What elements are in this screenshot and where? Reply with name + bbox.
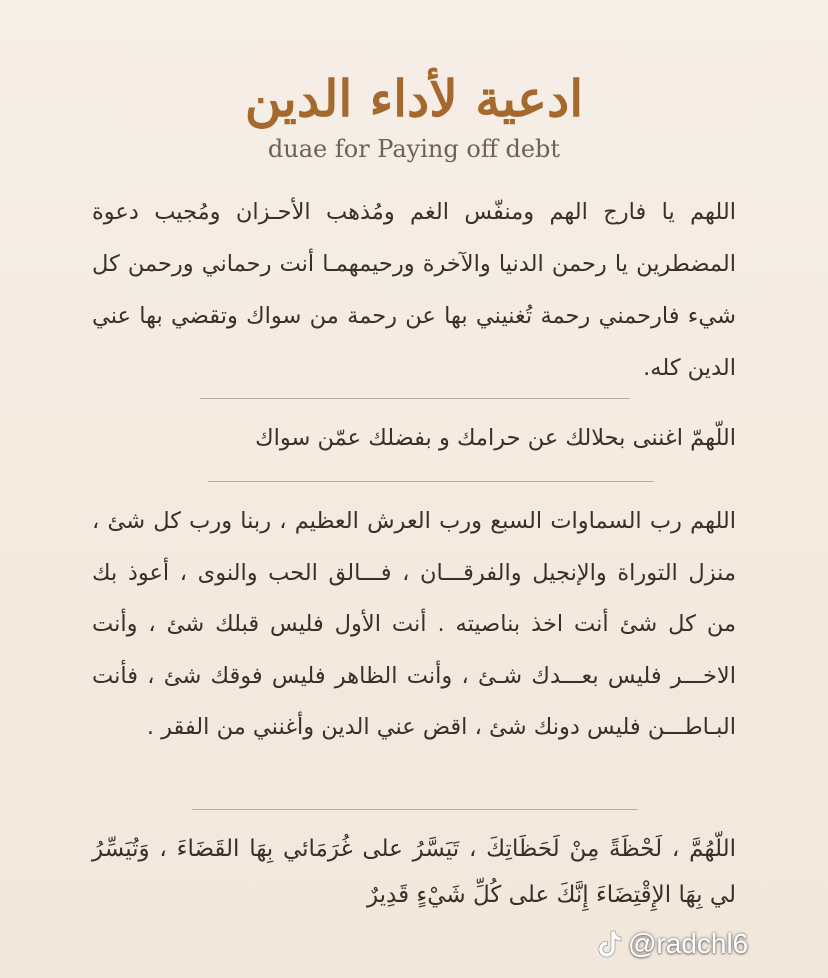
tiktok-watermark (596, 924, 824, 964)
dua-paragraph-4: اللّهُمَّ ، لَحْظَةً مِنْ لَحَظَاتِكَ ، تَيَسَّرُ على غُرَمَائي بِهَا القَضَاءَ ، وَتُيَسِّرُ لي بِهَا الإِقْتِضَاءَ إِنَّكَ على كُلِّ شَيْءٍ قَدِيرٌ (92, 836, 736, 908)
page-subtitle: duae for Paying off debt (267, 135, 561, 163)
tiktok-icon (596, 929, 622, 959)
watermark-handle: @radchl6 (628, 928, 749, 959)
dua-paragraph-2: اللّهمّ اغننى بحلالك عن حرامك و بفضلك عمّن سواك (255, 425, 736, 451)
dua-paragraph-1: اللهم يا فارج الهم ومنفّس الغم ومُذهب الأحـزان ومُجيب دعوة المضطرين يا رحمن الدنيا والآخرة ورحيمهمـا أنت رحماني ورحمن كل شيء فارحمني رحمة تُغنيني بها عن رحمة من سواك وتقضي بها عني الدين كله. (92, 199, 736, 381)
divider-2 (208, 481, 654, 482)
dua-paragraph-3: اللهم رب السماوات السبع ورب العرش العظيم ، ربنا ورب كل شئ ، منزل التوراة والإنجيل والفرقـــان ، فـــالق الحب والنوى ، أعوذ بك من كل شئ أنت اخذ بناصيته . أنت الأول فليس قبلك شئ ، وأنت الاخـــر فليس بعـــدك شـئ ، وأنت الظاهر فليس فوقك شئ ، فأنت البـاطـــن فليس دونك شئ ، اقض عني الدين وأغنني من الفقر . (92, 508, 736, 740)
divider-3 (192, 809, 638, 810)
page-title: ادعية لأداء الدين (244, 69, 584, 128)
divider-1 (200, 398, 630, 399)
